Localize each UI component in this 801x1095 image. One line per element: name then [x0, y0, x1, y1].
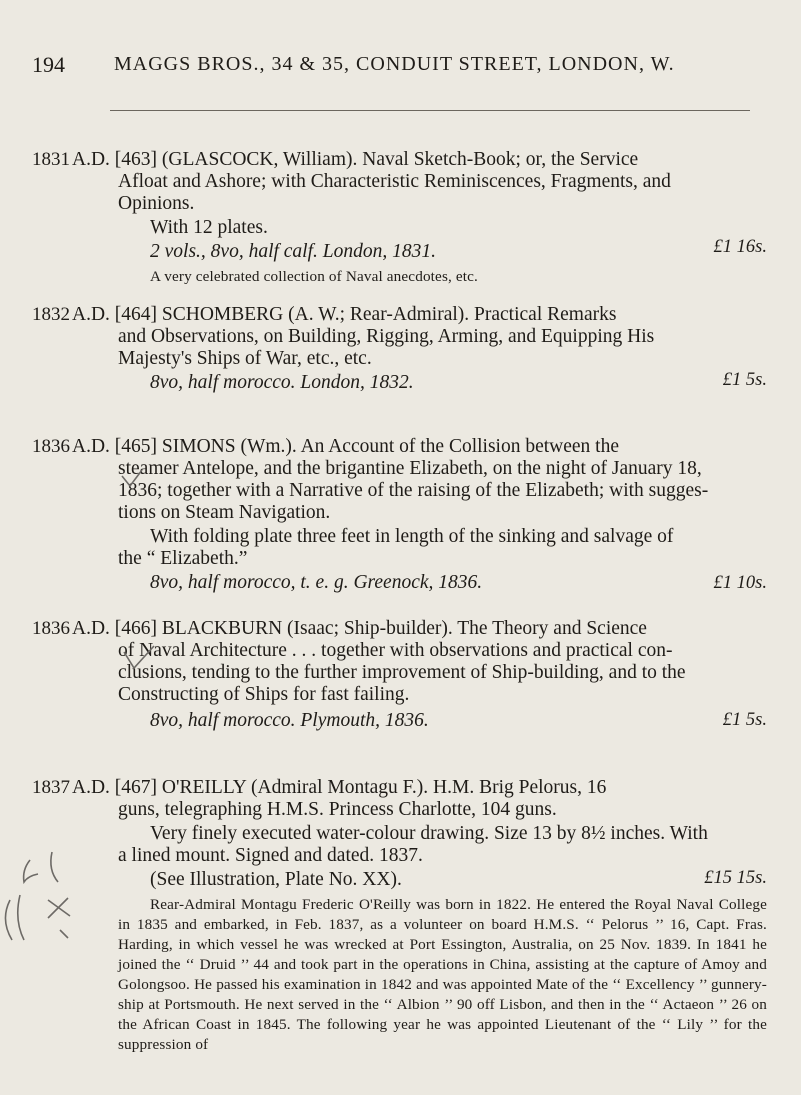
entry-year: 1836	[32, 618, 70, 639]
running-title: MAGGS BROS., 34 & 35, CONDUIT STREET, LONDON, W.	[114, 53, 675, 75]
entry-line: of Naval Architecture . . . together with observations and practical con-	[118, 640, 673, 661]
entry-line: clusions, tending to the further improvement of Ship-building, and to the	[118, 662, 686, 683]
header-rule	[110, 110, 750, 111]
format-line: 2 vols., 8vo, half calf. London, 1831.	[150, 241, 436, 262]
entry-year: 1831	[32, 149, 70, 170]
pencil-annotation-mark	[0, 840, 110, 970]
entry-line: guns, telegraphing H.M.S. Princess Charlotte, 104 guns.	[118, 799, 557, 820]
entry-year: 1832	[32, 304, 70, 325]
format-line: 8vo, half morocco, t. e. g. Greenock, 1836.	[150, 572, 483, 593]
price: £1 16s.	[713, 237, 767, 257]
entry-line: A.D. [464] SCHOMBERG (A. W.; Rear-Admiral). Practical Remarks	[72, 304, 617, 325]
entry-year: 1837	[32, 777, 70, 798]
entry-line: and Observations, on Building, Rigging, Arming, and Equipping His	[118, 326, 655, 347]
entry-line: tions on Steam Navigation.	[118, 502, 331, 523]
plates-line: With folding plate three feet in length of the sinking and salvage of	[150, 526, 674, 547]
entry-line: Constructing of Ships for fast failing.	[118, 684, 410, 705]
price: £1 5s.	[722, 370, 767, 390]
price: £1 10s.	[713, 573, 767, 593]
format-line: 8vo, half morocco. London, 1832.	[150, 372, 414, 393]
price: £15 15s.	[704, 868, 767, 888]
entry-line: Opinions.	[118, 193, 195, 214]
entry-line: Afloat and Ashore; with Characteristic Reminiscences, Fragments, and	[118, 171, 671, 192]
format-line: 8vo, half morocco. Plymouth, 1836.	[150, 710, 429, 731]
entry-line: steamer Antelope, and the brigantine Elizabeth, on the night of January 18,	[118, 458, 702, 479]
page-number: 194	[32, 52, 65, 77]
plates-line: the “ Elizabeth.”	[118, 548, 248, 569]
pencil-check-mark	[118, 642, 178, 692]
plates-line: With 12 plates.	[150, 217, 268, 238]
plates-line: a lined mount. Signed and dated. 1837.	[118, 845, 423, 866]
entry-line: A.D. [465] SIMONS (Wm.). An Account of the Collision between the	[72, 436, 620, 457]
page-header	[32, 52, 752, 82]
entry-note: Rear-Admiral Montagu Frederic O'Reilly was born in 1822. He entered the Royal Naval College in 1835 and embarked, in Feb. 1837, as a volunteer on board H.M.S. ‘‘ Pelorus ’’ 16, Capt. Fras. Harding, in which vessel he was wrecked at Port Essington, Australia, on 25 Nov. 1839. In 1841 he joined the ‘‘ Druid ’’ 44 and took part in the operations in China, assisting at the capture of Amoy and Golongsoo. He passed his examination in 1842 and was appointed Mate of the ‘‘ Excellency ’’ gunnery-ship at Portsmouth. He next served in the ‘‘ Albion ’’ 90 off Lisbon, and then in the ‘‘ Actaeon ’’ 26 on the African Coast in 1845. The following year he was appointed Lieutenant of the ‘‘ Lily ’’ for the suppression of	[118, 896, 767, 1053]
illustration-ref: (See Illustration, Plate No. XX).	[150, 869, 402, 890]
plates-line: Very finely executed water-colour drawing. Size 13 by 8½ inches. With	[150, 823, 708, 844]
entry-year: 1836	[32, 436, 70, 457]
price: £1 5s.	[722, 710, 767, 730]
entry-line: 1836; together with a Narrative of the raising of the Elizabeth; with sugges-	[118, 480, 709, 501]
entry-line: A.D. [466] BLACKBURN (Isaac; Ship-builder). The Theory and Science	[72, 618, 647, 639]
entry-note: A very celebrated collection of Naval anecdotes, etc.	[150, 268, 478, 285]
pencil-check-mark	[118, 468, 168, 492]
entry-line: A.D. [463] (GLASCOCK, William). Naval Sketch-Book; or, the Service	[72, 149, 639, 170]
entry-line: Majesty's Ships of War, etc., etc.	[118, 348, 372, 369]
entry-line: A.D. [467] O'REILLY (Admiral Montagu F.). H.M. Brig Pelorus, 16	[72, 777, 607, 798]
